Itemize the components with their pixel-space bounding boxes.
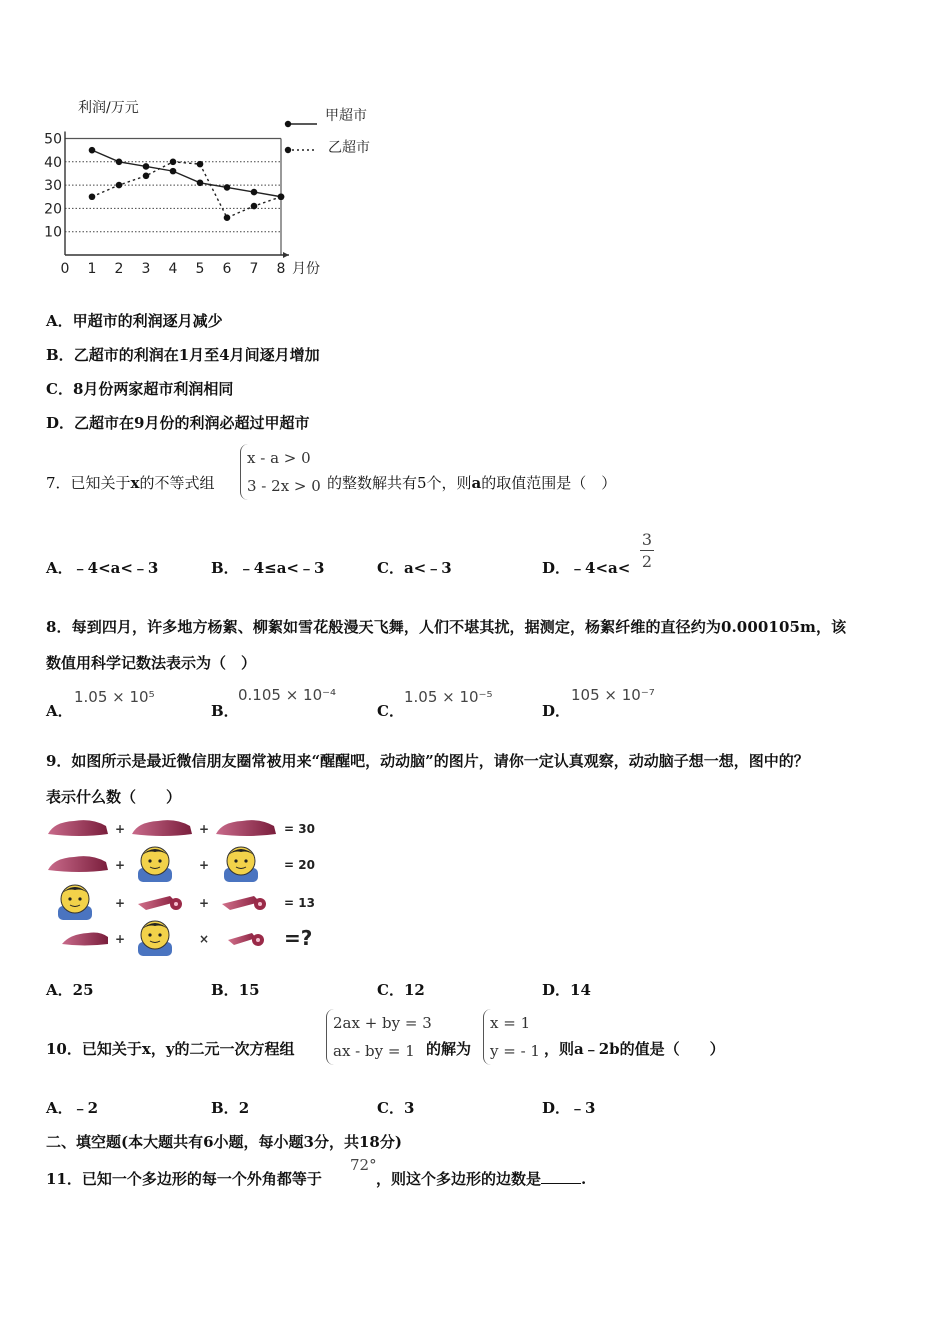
q8-stem-line2: 数值用科学记数法表示为（ ） — [46, 654, 257, 672]
q7-inequality-1: x - a > 0 — [247, 449, 311, 467]
q9-option-c — [377, 979, 425, 1000]
puzzle-row-1 — [48, 820, 315, 836]
data-point-yi — [224, 214, 231, 221]
y-tick-label: 30 — [44, 178, 62, 195]
boy-face-icon — [58, 885, 92, 920]
y-tick-label: 20 — [44, 201, 62, 218]
q9-stem-line1: 9．如图所示是最近微信朋友圈常被用来“醒醒吧，动动脑”的图片，请你一定认真观察，动动脑子想一想，图中的？ — [46, 752, 809, 770]
boy-face-icon — [224, 847, 258, 882]
q7-option-b — [211, 557, 324, 578]
q7-stem — [46, 472, 215, 493]
profit-line-chart — [40, 92, 400, 287]
q10-option-a-text: ﹣2 — [72, 1099, 99, 1117]
q7-option-b-text: ﹣4≤a<﹣3 — [238, 559, 325, 577]
whistle-icon — [222, 896, 266, 910]
q7-middle: 的不等式组 — [139, 474, 215, 492]
puzzle-row-3 — [58, 885, 315, 920]
q9-stem-line2: 表示什么数（ ） — [46, 788, 182, 806]
shoe-icon — [132, 820, 192, 836]
shoe-icon — [62, 933, 108, 946]
q8-option-d-label: D． — [542, 702, 571, 720]
chart-y-ticks — [44, 132, 62, 241]
q10-solution-system — [483, 1009, 540, 1065]
q9-option-b — [211, 979, 260, 1000]
q7-inequality-system — [240, 444, 321, 500]
q9-puzzle-image — [44, 812, 334, 960]
puzzle-op: + — [115, 822, 126, 836]
data-point-jia — [89, 147, 96, 154]
q9-option-b-label: B． — [211, 981, 239, 999]
chart-grid — [65, 139, 281, 256]
q7-option-c-text: a<﹣3 — [403, 559, 452, 577]
puzzle-op: + — [115, 932, 126, 946]
puzzle-op: + — [199, 896, 210, 910]
q10-option-c-label: C． — [377, 1099, 404, 1117]
q11-angle: 72° — [350, 1156, 377, 1174]
q9-option-a-text: 25 — [72, 981, 94, 999]
puzzle-result: = 30 — [284, 822, 315, 836]
x-tick-label: 7 — [249, 261, 259, 277]
q10-option-d — [542, 1097, 595, 1118]
puzzle-row-2 — [48, 847, 315, 882]
q7-fraction-denominator: 2 — [641, 552, 653, 571]
whistle-icon — [138, 896, 182, 910]
q9-option-d-label: D． — [542, 981, 571, 999]
q8-option-d — [542, 700, 570, 721]
q8-option-c-label: C． — [377, 702, 404, 720]
data-point-yi — [278, 193, 285, 200]
data-point-jia — [116, 159, 123, 166]
q7-fraction-bar — [640, 550, 654, 551]
q7-suffix: 的整数解共有5个，则 — [327, 474, 472, 492]
q7-option-d-fraction — [640, 530, 654, 571]
x-tick-label: 6 — [222, 261, 232, 277]
q10-solution-2: y = - 1 — [490, 1042, 540, 1060]
puzzle-op: + — [115, 896, 126, 910]
q6-option-b-text: 乙超市的利润在1月至4月间逐月增加 — [73, 346, 320, 364]
q7-option-a-label: A． — [46, 559, 73, 577]
q10-prefix: 10．已知关于x，y的二元一次方程组 — [46, 1040, 295, 1058]
q6-option-c-text: 8月份两家超市利润相同 — [72, 380, 234, 398]
puzzle-row-4 — [62, 921, 312, 956]
q8-option-c-value: 1.05 × 10⁻⁵ — [404, 688, 493, 706]
data-point-jia — [170, 168, 177, 175]
q10-option-b-text: 2 — [238, 1099, 250, 1117]
q6-option-c — [46, 378, 233, 399]
y-tick-label: 10 — [44, 224, 62, 241]
puzzle-op: + — [115, 858, 126, 872]
x-tick-label: 8 — [276, 261, 286, 277]
q10-middle: 的解为 — [426, 1040, 472, 1058]
legend-dot-yi — [285, 147, 291, 153]
q7-option-d — [542, 557, 630, 578]
q10-equation-1: 2ax + by = 3 — [333, 1014, 432, 1032]
q10-equation-2: ax - by = 1 — [333, 1042, 415, 1060]
q10-option-a-label: A． — [46, 1099, 73, 1117]
q10-option-d-text: ﹣3 — [570, 1099, 596, 1117]
q6-option-a-text: 甲超市的利润逐月减少 — [72, 312, 223, 330]
q9-option-c-label: C． — [377, 981, 404, 999]
boy-face-icon — [138, 847, 172, 882]
legend-label-yi: 乙超市 — [328, 140, 370, 156]
legend-dot-jia — [285, 121, 291, 127]
q6-option-b — [46, 344, 320, 365]
q7-fraction-numerator: 3 — [641, 530, 653, 549]
section-2-title: 二、填空题(本大题共有6小题，每小题3分，共18分) — [46, 1133, 402, 1151]
shoe-icon — [48, 820, 108, 836]
data-point-jia — [224, 184, 231, 191]
q7-option-c — [377, 557, 452, 578]
q6-option-d — [46, 412, 309, 433]
q8-option-a-value: 1.05 × 10⁵ — [74, 688, 155, 706]
q9-option-b-text: 15 — [238, 981, 260, 999]
chart-series — [89, 147, 285, 221]
q7-inequality-2: 3 - 2x > 0 — [247, 477, 321, 495]
q7-option-d-label: D． — [542, 559, 571, 577]
q10-option-c-text: 3 — [403, 1099, 415, 1117]
q7-stem-tail — [327, 472, 616, 493]
q10-option-c — [377, 1097, 414, 1118]
q10-solution-1: x = 1 — [490, 1014, 531, 1032]
q11-suffix: ，则这个多边形的边数是 — [376, 1170, 542, 1188]
q8-stem-line1: 8．每到四月，许多地方杨絮、柳絮如雪花般漫天飞舞，人们不堪其扰，据测定，杨絮纤维的直径约为0.000105m，该 — [46, 618, 847, 636]
q7-option-a — [46, 557, 158, 578]
q7-var-a: a — [471, 474, 482, 492]
shoe-icon — [48, 856, 108, 872]
q11-prefix: 11．已知一个多边形的每一个外角都等于 — [46, 1170, 322, 1188]
data-point-yi — [170, 159, 177, 166]
chart-ylabel: 利润/万元 — [78, 100, 139, 116]
q6-option-c-label: C． — [46, 380, 73, 398]
data-point-jia — [143, 163, 150, 170]
puzzle-op: + — [199, 822, 210, 836]
q9-option-d-text: 14 — [570, 981, 591, 999]
q9-option-c-text: 12 — [403, 981, 425, 999]
puzzle-result: = 20 — [284, 858, 315, 872]
q7-option-d-text: ﹣4<a< — [570, 559, 631, 577]
q6-option-a — [46, 310, 223, 331]
shoe-icon — [216, 820, 276, 836]
data-point-yi — [116, 182, 123, 189]
q7-prefix: 7．已知关于 — [46, 474, 131, 492]
chart-xlabel: 月份 — [292, 261, 320, 277]
puzzle-result: =? — [284, 926, 313, 950]
q10-suffix: ，则a﹣2b的值是（ ） — [544, 1040, 725, 1058]
data-point-jia — [197, 179, 204, 186]
data-point-yi — [251, 203, 258, 210]
boy-face-icon — [138, 921, 172, 956]
q7-var-x: x — [130, 474, 140, 492]
q11-answer-blank[interactable] — [541, 1171, 581, 1184]
chart-x-ticks — [61, 261, 286, 277]
q8-option-b — [211, 700, 239, 721]
x-tick-label: 0 — [60, 261, 70, 277]
q9-option-d — [542, 979, 591, 1000]
x-tick-label: 1 — [87, 261, 97, 277]
whistle-icon — [228, 933, 264, 946]
q11-stem — [46, 1168, 322, 1189]
q9-option-a — [46, 979, 94, 1000]
q10-option-d-label: D． — [542, 1099, 571, 1117]
q11-stem-tail — [376, 1168, 586, 1189]
q8-option-d-value: 105 × 10⁻⁷ — [571, 686, 655, 704]
x-tick-label: 3 — [141, 261, 151, 277]
puzzle-op: + — [199, 858, 210, 872]
chart-legend — [285, 107, 370, 156]
data-point-jia — [251, 189, 258, 196]
puzzle-op: × — [199, 932, 210, 946]
q10-option-b-label: B． — [211, 1099, 239, 1117]
legend-label-jia: 甲超市 — [325, 108, 367, 124]
x-tick-label: 5 — [195, 261, 205, 277]
data-point-yi — [197, 161, 204, 168]
y-tick-label: 40 — [44, 154, 62, 171]
x-tick-label: 4 — [168, 261, 178, 277]
q7-option-c-label: C． — [377, 559, 404, 577]
q10-equation-system — [326, 1009, 432, 1065]
q8-option-c — [377, 700, 404, 721]
x-axis-arrow — [283, 252, 289, 258]
q10-option-b — [211, 1097, 249, 1118]
q8-option-a-label: A． — [46, 702, 73, 720]
q6-option-d-text: 乙超市在9月份的利润必超过甲超市 — [74, 414, 310, 432]
q6-option-d-label: D． — [46, 414, 75, 432]
q9-option-a-label: A． — [46, 981, 73, 999]
q7-end: 的取值范围是（ ） — [481, 474, 617, 492]
q8-option-b-value: 0.105 × 10⁻⁴ — [238, 686, 337, 704]
puzzle-result: = 13 — [284, 896, 315, 910]
q8-option-a — [46, 700, 73, 721]
q6-option-b-label: B． — [46, 346, 74, 364]
q7-option-a-text: ﹣4<a<﹣3 — [72, 559, 159, 577]
q11-end: . — [581, 1170, 587, 1188]
q7-option-b-label: B． — [211, 559, 239, 577]
q8-option-b-label: B． — [211, 702, 239, 720]
q10-option-a — [46, 1097, 98, 1118]
y-tick-label: 50 — [44, 131, 62, 148]
data-point-yi — [89, 193, 96, 200]
q6-option-a-label: A． — [46, 312, 73, 330]
data-point-yi — [143, 172, 150, 179]
x-tick-label: 2 — [114, 261, 124, 277]
